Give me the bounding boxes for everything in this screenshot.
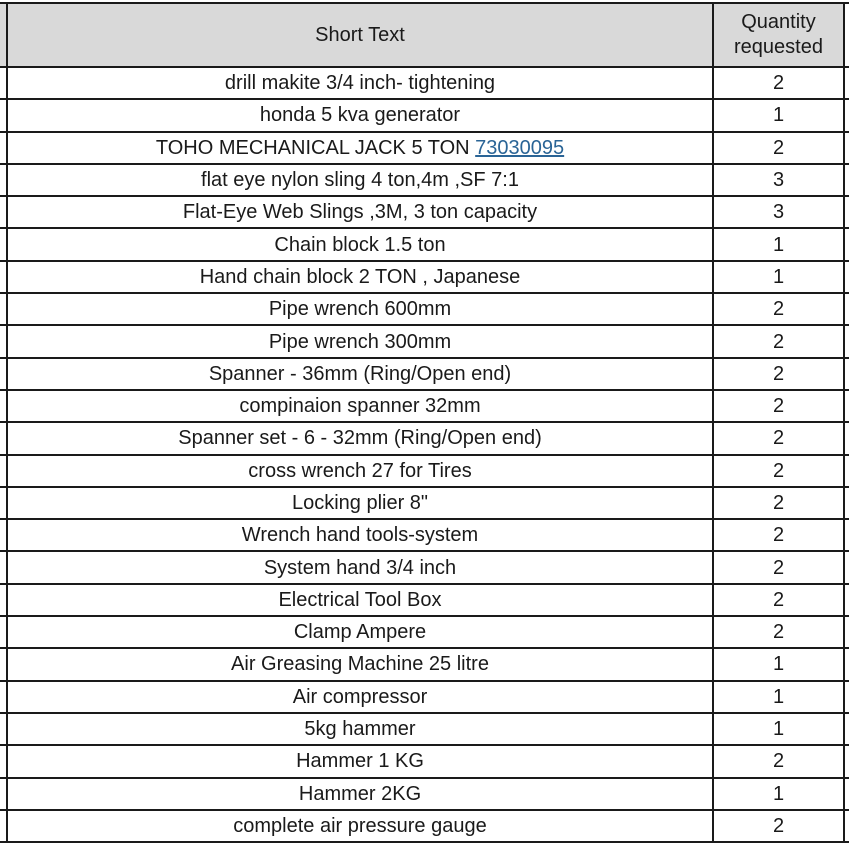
table-row [0, 228, 849, 260]
row-stub-cell [0, 810, 7, 842]
short-text-cell[interactable] [7, 99, 713, 131]
row-stub-cell [0, 455, 7, 487]
short-text-cell[interactable] [7, 778, 713, 810]
trailing-cell [844, 325, 849, 357]
trailing-cell [844, 681, 849, 713]
short-text-cell[interactable] [7, 487, 713, 519]
quantity-cell[interactable]: 2 [713, 487, 844, 519]
trailing-cell [844, 648, 849, 680]
trailing-cell [844, 616, 849, 648]
table-row [0, 99, 849, 131]
table-row [0, 778, 849, 810]
short-text-value: Spanner set - 6 - 32mm (Ring/Open end) [178, 427, 542, 450]
quantity-cell[interactable]: 2 [713, 132, 844, 164]
short-text-value: flat eye nylon sling 4 ton,4m ,SF 7:1 [201, 169, 519, 192]
short-text-cell[interactable] [7, 810, 713, 842]
table-row [0, 810, 849, 842]
short-text-value: Pipe wrench 600mm [268, 298, 452, 321]
short-text-cell[interactable] [7, 358, 713, 390]
quantity-cell[interactable]: 2 [713, 584, 844, 616]
tools-request-table [0, 2, 849, 843]
trailing-cell [844, 422, 849, 454]
short-text-value: drill makite 3/4 inch- tightening [224, 72, 496, 95]
table-row [0, 164, 849, 196]
row-stub-cell [0, 681, 7, 713]
quantity-cell[interactable]: 2 [713, 551, 844, 583]
trailing-cell [844, 455, 849, 487]
table-row [0, 196, 849, 228]
short-text-cell[interactable] [7, 648, 713, 680]
short-text-value: Hammer 2KG [298, 782, 422, 805]
table-row [0, 584, 849, 616]
quantity-cell[interactable]: 2 [713, 519, 844, 551]
quantity-cell[interactable]: 1 [713, 228, 844, 260]
short-text-value: Air Greasing Machine 25 litre [231, 653, 489, 676]
quantity-header-line1: Quantity [741, 11, 816, 33]
table-row [0, 681, 849, 713]
short-text-cell[interactable] [7, 745, 713, 777]
table-row [0, 358, 849, 390]
short-text-cell[interactable] [7, 325, 713, 357]
short-text-value: System hand 3/4 inch [263, 556, 457, 579]
trailing-cell [844, 778, 849, 810]
short-text-cell[interactable] [7, 584, 713, 616]
trailing-cell [844, 132, 849, 164]
short-text-cell[interactable] [7, 519, 713, 551]
quantity-cell[interactable]: 1 [713, 778, 844, 810]
short-text-value: complete air pressure gauge [233, 814, 487, 837]
table-row [0, 487, 849, 519]
row-stub-cell [0, 648, 7, 680]
short-text-value: Electrical Tool Box [278, 588, 442, 611]
row-stub-cell [0, 519, 7, 551]
trailing-cell [844, 551, 849, 583]
row-stub-cell [0, 487, 7, 519]
row-stub-cell [0, 390, 7, 422]
row-stub-cell [0, 67, 7, 99]
quantity-cell[interactable]: 1 [713, 99, 844, 131]
row-stub-cell [0, 99, 7, 131]
trailing-cell [844, 3, 849, 67]
short-text-cell[interactable] [7, 551, 713, 583]
short-text-cell[interactable] [7, 713, 713, 745]
quantity-cell[interactable]: 2 [713, 293, 844, 325]
row-stub-cell [0, 778, 7, 810]
quantity-cell[interactable]: 2 [713, 390, 844, 422]
table-row [0, 67, 849, 99]
short-text-value: 5kg hammer [304, 718, 416, 741]
trailing-cell [844, 228, 849, 260]
short-text-cell[interactable] [7, 261, 713, 293]
trailing-cell [844, 519, 849, 551]
short-text-value: compinaion spanner 32mm [239, 395, 481, 418]
short-text-value: Pipe wrench 300mm [268, 330, 452, 353]
short-text-cell[interactable] [7, 196, 713, 228]
row-stub-cell [0, 293, 7, 325]
trailing-cell [844, 810, 849, 842]
trailing-cell [844, 67, 849, 99]
header-row [0, 3, 849, 67]
table-row [0, 745, 849, 777]
row-stub-cell [0, 3, 7, 67]
trailing-cell [844, 745, 849, 777]
table-row [0, 616, 849, 648]
table-row [0, 293, 849, 325]
row-stub-cell [0, 422, 7, 454]
short-text-value: Clamp Ampere [293, 621, 427, 644]
row-stub-cell [0, 228, 7, 260]
row-stub-cell [0, 132, 7, 164]
trailing-cell [844, 390, 849, 422]
row-stub-cell [0, 358, 7, 390]
short-text-cell[interactable] [7, 67, 713, 99]
short-text-value: Air compressor [292, 685, 428, 708]
trailing-cell [844, 164, 849, 196]
short-text-value: cross wrench 27 for Tires [248, 459, 472, 482]
row-stub-cell [0, 164, 7, 196]
short-text-cell[interactable] [7, 390, 713, 422]
quantity-cell[interactable]: 2 [713, 745, 844, 777]
table-row [0, 422, 849, 454]
quantity-cell[interactable]: 1 [713, 681, 844, 713]
quantity-header-line2: requested [734, 36, 823, 58]
row-stub-cell [0, 196, 7, 228]
trailing-cell [844, 584, 849, 616]
quantity-header[interactable] [713, 3, 844, 67]
table-row [0, 325, 849, 357]
quantity-cell[interactable]: 2 [713, 616, 844, 648]
short-text-value: Hammer 1 KG [296, 750, 424, 773]
row-stub-cell [0, 745, 7, 777]
trailing-cell [844, 487, 849, 519]
quantity-cell[interactable]: 2 [713, 358, 844, 390]
short-text-cell[interactable] [7, 164, 713, 196]
short-text-cell[interactable] [7, 681, 713, 713]
spreadsheet [0, 2, 849, 843]
short-text-value: honda 5 kva generator [259, 104, 461, 127]
short-text-value: Chain block 1.5 ton [274, 233, 446, 256]
trailing-cell [844, 196, 849, 228]
quantity-cell[interactable]: 2 [713, 422, 844, 454]
row-stub-cell [0, 713, 7, 745]
table-row [0, 390, 849, 422]
quantity-cell[interactable]: 3 [713, 196, 844, 228]
material-number-link[interactable]: 73030095 [475, 136, 565, 159]
row-stub-cell [0, 584, 7, 616]
trailing-cell [844, 713, 849, 745]
short-text-value: Hand chain block 2 TON , Japanese [199, 265, 521, 288]
trailing-cell [844, 293, 849, 325]
trailing-cell [844, 358, 849, 390]
quantity-cell[interactable]: 1 [713, 713, 844, 745]
table-row [0, 455, 849, 487]
quantity-cell[interactable]: 2 [713, 325, 844, 357]
short-text-header[interactable]: Short Text [7, 3, 713, 67]
table-row [0, 551, 849, 583]
row-stub-cell [0, 551, 7, 583]
table-row [0, 648, 849, 680]
short-text-value: Spanner - 36mm (Ring/Open end) [208, 362, 512, 385]
table-row [0, 713, 849, 745]
short-text-cell[interactable] [7, 455, 713, 487]
quantity-cell[interactable]: 2 [713, 67, 844, 99]
quantity-cell[interactable]: 2 [713, 455, 844, 487]
table-body [0, 67, 849, 842]
short-text-cell[interactable] [7, 228, 713, 260]
trailing-cell [844, 261, 849, 293]
short-text-cell[interactable] [7, 616, 713, 648]
short-text-cell[interactable] [7, 422, 713, 454]
row-stub-cell [0, 261, 7, 293]
quantity-cell[interactable]: 1 [713, 648, 844, 680]
short-text-value: Flat-Eye Web Slings ,3M, 3 ton capacity [182, 201, 538, 224]
table-row [0, 261, 849, 293]
table-row [0, 132, 849, 164]
trailing-cell [844, 99, 849, 131]
quantity-cell[interactable]: 2 [713, 810, 844, 842]
row-stub-cell [0, 616, 7, 648]
table-row [0, 519, 849, 551]
quantity-cell[interactable]: 1 [713, 261, 844, 293]
row-stub-cell [0, 325, 7, 357]
short-text-value: Locking plier 8" [291, 492, 429, 514]
quantity-cell[interactable]: 3 [713, 164, 844, 196]
short-text-value: TOHO MECHANICAL JACK 5 TON [155, 136, 476, 159]
short-text-cell[interactable] [7, 293, 713, 325]
short-text-cell[interactable] [7, 132, 713, 164]
short-text-value: Wrench hand tools-system [241, 524, 479, 547]
